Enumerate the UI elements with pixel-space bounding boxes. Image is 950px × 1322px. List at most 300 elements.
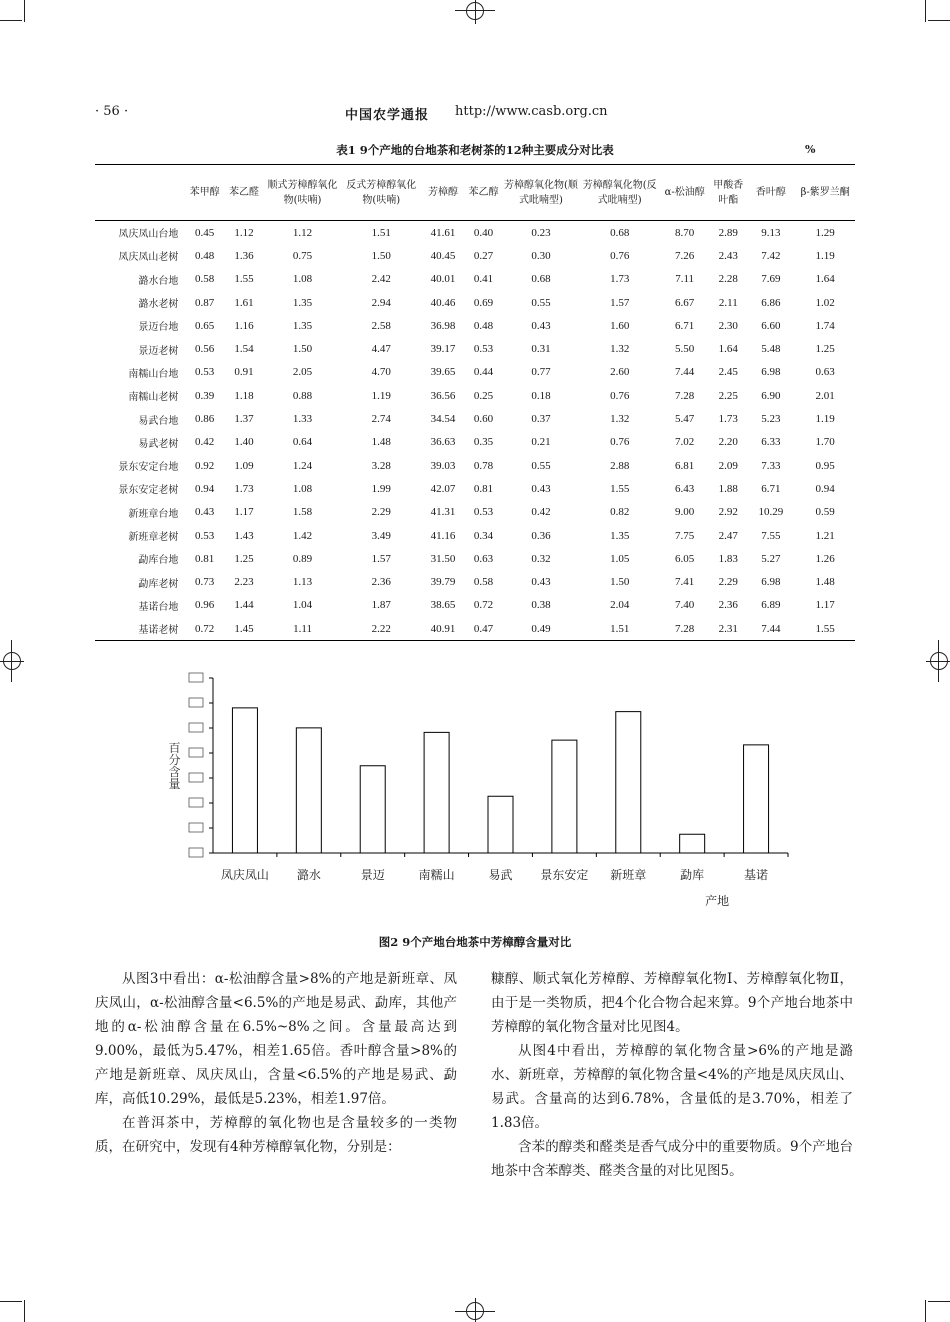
- y-tick-label: [189, 848, 203, 857]
- bar: [552, 740, 577, 853]
- table-cell: 0.68: [610, 226, 630, 239]
- table-cell: 1.09: [234, 459, 254, 472]
- table-cell: 1.26: [815, 552, 835, 565]
- crop-mark: [928, 20, 950, 21]
- table-cell: 40.01: [430, 273, 456, 286]
- table-cell: 0.44: [473, 366, 494, 379]
- table-cell: 38.65: [430, 599, 456, 612]
- table-cell: 0.73: [195, 576, 215, 589]
- column-header: α-松油醇: [659, 165, 710, 221]
- table-cell: 1.08: [292, 482, 313, 495]
- table-row: [95, 617, 855, 641]
- table-cell: 1.37: [234, 413, 254, 426]
- table-row: [95, 454, 855, 477]
- table-cell: 1.73: [234, 482, 254, 495]
- table-cell: 39.79: [430, 576, 456, 589]
- bar: [296, 728, 321, 853]
- table-cell: 0.43: [195, 506, 215, 519]
- table-cell: 1.43: [234, 529, 254, 542]
- table-cell: 0.89: [292, 552, 313, 565]
- table-cell: 2.22: [371, 622, 391, 635]
- table-cell: 0.63: [815, 366, 835, 379]
- table-cell: 1.55: [234, 273, 254, 286]
- x-tick-label: 南糯山: [418, 868, 455, 882]
- table-cell: 2.04: [610, 599, 630, 612]
- table-cell: 0.53: [195, 529, 215, 542]
- row-label: 勐库台地: [138, 555, 179, 567]
- table-cell: 3.28: [371, 459, 391, 472]
- table-cell: 0.27: [473, 249, 494, 262]
- table-cell: 1.11: [293, 622, 312, 635]
- table-cell: 7.26: [675, 249, 695, 262]
- table-cell: 0.49: [531, 622, 551, 635]
- crop-mark: [928, 1301, 950, 1302]
- table-cell: 5.23: [761, 413, 781, 426]
- row-label: 景东安定老树: [118, 485, 179, 497]
- row-label: 南糯山台地: [128, 368, 179, 380]
- table-cell: 1.74: [815, 319, 835, 332]
- x-tick-label: 凤庆凤山: [220, 868, 269, 882]
- y-tick-label: [189, 698, 203, 707]
- table-cell: 1.48: [371, 436, 391, 449]
- table-cell: 0.82: [610, 506, 630, 519]
- table-cell: 2.09: [718, 459, 738, 472]
- table-cell: 0.55: [531, 459, 551, 472]
- table-cell: 2.23: [234, 576, 254, 589]
- table-cell: 0.94: [815, 482, 835, 495]
- row-label: 新班章台地: [128, 508, 179, 520]
- journal-url[interactable]: http://www.casb.org.cn: [455, 104, 608, 119]
- table-cell: 40.91: [430, 622, 456, 635]
- table-cell: 6.71: [761, 482, 781, 495]
- table-cell: 9.00: [675, 506, 695, 519]
- table-cell: 0.38: [531, 599, 551, 612]
- table-cell: 1.19: [815, 249, 835, 262]
- table-cell: 6.86: [761, 296, 781, 309]
- column-header: 芳樟醇氧化物(顺式吡喃型): [502, 165, 581, 221]
- x-tick-label: 景迈: [360, 868, 385, 882]
- table-cell: 1.88: [718, 482, 738, 495]
- table-cell: 0.68: [531, 273, 551, 286]
- table-cell: 0.37: [531, 413, 551, 426]
- table-cell: 0.78: [473, 459, 494, 472]
- table-row: [95, 407, 855, 430]
- table-row: [95, 570, 855, 593]
- column-header: β-紫罗兰酮: [795, 165, 855, 221]
- column-header: [95, 165, 184, 221]
- linalool-bar-chart: [150, 664, 830, 912]
- table-cell: 0.81: [195, 552, 215, 565]
- table-cell: 1.57: [371, 552, 391, 565]
- y-tick-label: [189, 723, 203, 732]
- table-cell: 0.39: [195, 389, 215, 402]
- row-label: 新班章老树: [128, 532, 179, 543]
- crop-mark: [24, 1300, 25, 1322]
- row-label: 凤庆凤山老树: [118, 252, 179, 264]
- bar: [744, 745, 769, 853]
- table-row: [95, 291, 855, 314]
- table-row: [95, 431, 855, 454]
- table-body: [95, 221, 855, 641]
- table-cell: 1.50: [371, 249, 391, 262]
- table-cell: 1.36: [234, 249, 254, 262]
- table-cell: 0.76: [610, 389, 630, 402]
- table-cell: 4.47: [371, 343, 391, 356]
- table-cell: 36.98: [430, 319, 456, 332]
- y-tick-label: [189, 673, 203, 682]
- table-row: [95, 547, 855, 570]
- y-tick-label: [189, 748, 203, 757]
- row-label: 南糯山老树: [128, 392, 179, 404]
- crop-mark: [0, 20, 22, 21]
- table-cell: 0.43: [531, 482, 551, 495]
- x-tick-label: 易武: [488, 868, 513, 882]
- table-cell: 0.43: [531, 319, 551, 332]
- table-cell: 1.55: [610, 482, 630, 495]
- table-cell: 0.75: [292, 249, 313, 262]
- table-cell: 6.05: [675, 552, 695, 565]
- y-tick-label: [189, 773, 203, 782]
- table-cell: 0.88: [292, 389, 313, 402]
- crop-mark: [925, 0, 926, 22]
- table-cell: 2.29: [371, 506, 391, 519]
- table-cell: 0.77: [531, 366, 551, 379]
- table-cell: 0.65: [195, 319, 215, 332]
- table-cell: 0.32: [531, 552, 551, 565]
- x-axis-label: 产地: [705, 894, 730, 908]
- table-cell: 2.92: [718, 506, 738, 519]
- table-cell: 1.42: [292, 529, 313, 542]
- table-cell: 7.11: [675, 273, 695, 286]
- table-cell: 1.44: [234, 599, 254, 612]
- y-tick-label: [189, 823, 203, 832]
- table-cell: 0.18: [531, 389, 551, 402]
- table-cell: 1.70: [815, 436, 835, 449]
- body-column-right: [491, 967, 853, 1183]
- table-cell: 1.61: [234, 296, 254, 309]
- table-cell: 1.05: [610, 552, 630, 565]
- table-cell: 0.81: [473, 482, 494, 495]
- table-cell: 1.58: [292, 506, 313, 519]
- bar: [232, 708, 257, 853]
- table-cell: 3.49: [371, 529, 391, 542]
- table-cell: 1.18: [234, 389, 254, 402]
- table-cell: 1.87: [371, 599, 391, 612]
- table-cell: 6.33: [761, 436, 781, 449]
- table-unit: %: [805, 143, 816, 156]
- table-cell: 0.53: [195, 366, 215, 379]
- table-cell: 1.32: [610, 343, 630, 356]
- table-cell: 2.42: [371, 273, 391, 286]
- table-cell: 2.11: [718, 296, 738, 309]
- table-cell: 1.04: [292, 599, 313, 612]
- table-cell: 6.67: [675, 296, 695, 309]
- table-cell: 1.13: [292, 576, 313, 589]
- table-cell: 0.43: [531, 576, 551, 589]
- table-cell: 0.72: [195, 622, 215, 635]
- table-cell: 2.30: [718, 319, 738, 332]
- table-cell: 0.58: [195, 273, 215, 286]
- table-cell: 1.73: [718, 413, 738, 426]
- table-cell: 1.99: [371, 482, 391, 495]
- table-cell: 1.83: [718, 552, 738, 565]
- table-cell: 0.86: [195, 413, 215, 426]
- table-cell: 41.16: [430, 529, 456, 542]
- table-cell: 1.17: [234, 506, 254, 519]
- table-cell: 1.73: [610, 273, 630, 286]
- column-header: 反式芳樟醇氧化物(呋喃): [342, 165, 421, 221]
- table-cell: 4.70: [371, 366, 391, 379]
- row-label: 潞水老树: [138, 299, 179, 311]
- table-cell: 0.48: [473, 319, 494, 332]
- table-cell: 40.46: [430, 296, 456, 309]
- row-label: 凤庆凤山台地: [118, 229, 179, 241]
- table-cell: 0.48: [195, 249, 215, 262]
- paragraph: 在普洱茶中，芳樟醇的氧化物也是含量较多的一类物质，在研究中，发现有4种芳樟醇氧化物，分别是：: [95, 1115, 457, 1155]
- table-row: [95, 501, 855, 524]
- table-row: [95, 594, 855, 617]
- table-cell: 1.50: [610, 576, 630, 589]
- table-cell: 6.60: [761, 319, 781, 332]
- bar: [680, 834, 705, 853]
- x-tick-label: 潞水: [296, 868, 321, 882]
- table-cell: 0.91: [234, 366, 254, 379]
- table-row: [95, 477, 855, 500]
- crop-mark: [925, 1300, 926, 1322]
- table-cell: 39.65: [430, 366, 456, 379]
- registration-mark: [466, 2, 484, 20]
- table-cell: 0.64: [292, 436, 313, 449]
- table-cell: 5.50: [675, 343, 695, 356]
- row-label: 勐库老树: [138, 578, 179, 590]
- table-cell: 2.01: [815, 389, 835, 402]
- table-cell: 36.63: [430, 436, 456, 449]
- table-caption: 表1 9个产地的台地茶和老树茶的12种主要成分对比表: [336, 143, 614, 157]
- column-header: 苯乙醛: [225, 165, 263, 221]
- crop-mark: [0, 1301, 22, 1302]
- table-cell: 1.64: [718, 343, 738, 356]
- table-cell: 6.98: [761, 576, 781, 589]
- table-row: [95, 384, 855, 407]
- table-cell: 5.48: [761, 343, 781, 356]
- table-cell: 1.35: [292, 296, 313, 309]
- paragraph: 从图4中看出，芳樟醇的氧化物含量>6%的产地是潞水、新班章，芳樟醇的氧化物含量<4%的产地是凤庆凤山、易武。含量高的达到6.78%，含量低的是3.70%，相差了1.83倍。: [491, 1043, 853, 1131]
- table-cell: 10.29: [758, 506, 784, 519]
- table-cell: 0.30: [531, 249, 551, 262]
- table-cell: 2.29: [718, 576, 738, 589]
- column-header: 芳樟醇氧化物(反式吡喃型): [580, 165, 659, 221]
- table-cell: 2.43: [718, 249, 738, 262]
- paragraph: 含苯的醇类和醛类是香气成分中的重要物质。9个产地台地茶中含苯醇类、醛类含量的对比见图5。: [491, 1139, 853, 1179]
- bar: [424, 732, 449, 853]
- table-cell: 2.25: [718, 389, 738, 402]
- table-cell: 2.89: [718, 226, 738, 239]
- paragraph: 糠醇、顺式氧化芳樟醇、芳樟醇氧化物Ⅰ、芳樟醇氧化物Ⅱ，由于是一类物质，把4个化合物合起来算。9个产地台地茶中芳樟醇的氧化物含量对比见图4。: [491, 971, 853, 1035]
- table-row: [95, 268, 855, 291]
- row-label: 景迈老树: [138, 345, 179, 357]
- row-label: 潞水台地: [138, 275, 179, 287]
- table-cell: 2.05: [292, 366, 313, 379]
- table-cell: 0.76: [610, 249, 630, 262]
- table-cell: 0.59: [815, 506, 835, 519]
- x-tick-label: 勐库: [680, 868, 705, 882]
- table-cell: 1.25: [815, 343, 835, 356]
- row-label: 基诺台地: [138, 601, 179, 613]
- table-cell: 1.57: [610, 296, 630, 309]
- table-cell: 2.31: [718, 622, 738, 635]
- table-cell: 1.16: [234, 319, 254, 332]
- paragraph: 从图3中看出：α-松油醇含量>8%的产地是新班章、凤庆凤山，α-松油醇含量<6.5%的产地是易武、勐库，其他产地的α-松油醇含量在6.5%~8%之间。含量最高达到9.00%，最低为5.47%，相差1.65倍。香叶醇含量>8%的产地是新班章、凤庆凤山，含量<6.5%的产地是易武、勐库，高低10.29%，最低是5.23%，相差1.97倍。: [95, 971, 457, 1107]
- table-cell: 7.69: [761, 273, 781, 286]
- table-cell: 0.96: [195, 599, 215, 612]
- table-cell: 7.33: [761, 459, 781, 472]
- figure-caption: 图2 9个产地台地茶中芳樟醇含量对比: [378, 935, 572, 949]
- table-cell: 6.90: [761, 389, 781, 402]
- table-cell: 0.40: [473, 226, 494, 239]
- table-cell: 7.02: [675, 436, 695, 449]
- table-cell: 0.42: [531, 506, 551, 519]
- table-cell: 34.54: [430, 413, 456, 426]
- table-cell: 7.42: [761, 249, 781, 262]
- table-cell: 0.23: [531, 226, 551, 239]
- body-column-left: [95, 967, 457, 1159]
- table-cell: 1.50: [292, 343, 313, 356]
- crop-mark: [24, 0, 25, 22]
- table-cell: 6.43: [675, 482, 695, 495]
- composition-table: [95, 164, 855, 641]
- table-cell: 1.33: [292, 413, 313, 426]
- table-row: [95, 337, 855, 360]
- x-tick-label: 新班章: [610, 868, 647, 882]
- row-label: 易武台地: [138, 415, 179, 427]
- table-cell: 0.95: [815, 459, 835, 472]
- y-tick-label: [189, 798, 203, 807]
- table-cell: 0.53: [473, 343, 494, 356]
- table-cell: 2.45: [718, 366, 738, 379]
- row-label: 景东安定台地: [118, 462, 179, 474]
- registration-mark: [930, 652, 948, 670]
- table-cell: 6.71: [675, 319, 695, 332]
- table-cell: 0.42: [195, 436, 215, 449]
- row-label: 景迈台地: [138, 322, 179, 334]
- table-cell: 0.58: [473, 576, 494, 589]
- table-cell: 1.21: [815, 529, 835, 542]
- table-cell: 1.51: [371, 226, 391, 239]
- table-cell: 7.28: [675, 389, 695, 402]
- table-cell: 42.07: [430, 482, 456, 495]
- row-label: 基诺老树: [138, 625, 179, 637]
- table-cell: 7.40: [675, 599, 695, 612]
- table-cell: 1.25: [234, 552, 254, 565]
- table-cell: 0.31: [531, 343, 551, 356]
- column-header: 芳樟醇: [421, 165, 466, 221]
- table-cell: 1.17: [815, 599, 835, 612]
- column-header: 苯甲醇: [184, 165, 224, 221]
- table-cell: 1.24: [292, 459, 313, 472]
- table-cell: 0.72: [473, 599, 494, 612]
- registration-mark: [466, 1302, 484, 1320]
- table-cell: 40.45: [430, 249, 456, 262]
- table-cell: 2.94: [371, 296, 391, 309]
- table-cell: 2.36: [371, 576, 391, 589]
- table-cell: 36.56: [430, 389, 456, 402]
- table-cell: 0.55: [531, 296, 551, 309]
- table-cell: 9.13: [761, 226, 781, 239]
- table-cell: 1.35: [610, 529, 630, 542]
- x-tick-label: 景东安定: [540, 868, 589, 882]
- table-cell: 0.45: [195, 226, 215, 239]
- journal-name: 中国农学通报: [345, 108, 430, 123]
- table-cell: 1.19: [371, 389, 391, 402]
- table-cell: 0.53: [473, 506, 494, 519]
- table-cell: 7.55: [761, 529, 781, 542]
- table-cell: 1.64: [815, 273, 835, 286]
- table-cell: 0.35: [473, 436, 494, 449]
- table-cell: 2.20: [718, 436, 738, 449]
- registration-mark: [3, 652, 21, 670]
- table-cell: 1.35: [292, 319, 313, 332]
- table-cell: 0.87: [195, 296, 215, 309]
- column-header: 顺式芳樟醇氧化物(呋喃): [263, 165, 342, 221]
- table-row: [95, 244, 855, 267]
- table-cell: 8.70: [675, 226, 695, 239]
- table-cell: 0.69: [473, 296, 494, 309]
- table-cell: 0.56: [195, 343, 215, 356]
- table-row: [95, 524, 855, 547]
- bar: [488, 796, 513, 853]
- table-cell: 39.03: [430, 459, 456, 472]
- table-cell: 0.34: [473, 529, 494, 542]
- table-cell: 2.47: [718, 529, 738, 542]
- table-header-row: [95, 165, 855, 221]
- chart-canvas: [150, 664, 830, 912]
- table-cell: 41.61: [430, 226, 456, 239]
- y-axis-label: 百分含量: [167, 741, 181, 790]
- table-cell: 2.58: [371, 319, 391, 332]
- table-cell: 1.12: [234, 226, 254, 239]
- table-cell: 1.02: [815, 296, 835, 309]
- table-cell: 7.41: [675, 576, 695, 589]
- table-cell: 2.28: [718, 273, 738, 286]
- table-cell: 0.21: [531, 436, 551, 449]
- table-cell: 5.47: [675, 413, 695, 426]
- column-header: 苯乙醇: [465, 165, 501, 221]
- table-row: [95, 221, 855, 245]
- table-cell: 0.60: [473, 413, 494, 426]
- table-cell: 1.45: [234, 622, 254, 635]
- page-number: · 56 ·: [95, 104, 129, 119]
- table-cell: 1.32: [610, 413, 630, 426]
- page-header: [95, 104, 855, 126]
- table-cell: 7.75: [675, 529, 695, 542]
- table-cell: 0.63: [473, 552, 494, 565]
- row-label: 易武老树: [138, 438, 179, 450]
- table-cell: 2.60: [610, 366, 630, 379]
- table-cell: 0.47: [473, 622, 494, 635]
- table-cell: 1.29: [815, 226, 835, 239]
- table-cell: 1.40: [234, 436, 254, 449]
- table-cell: 1.48: [815, 576, 835, 589]
- table-row: [95, 361, 855, 384]
- table-cell: 0.25: [473, 389, 494, 402]
- table-cell: 1.19: [815, 413, 835, 426]
- table-cell: 7.28: [675, 622, 695, 635]
- table-cell: 1.60: [610, 319, 630, 332]
- table-cell: 2.36: [718, 599, 738, 612]
- table-cell: 1.55: [815, 622, 835, 635]
- table-cell: 5.27: [761, 552, 781, 565]
- table-cell: 1.12: [292, 226, 313, 239]
